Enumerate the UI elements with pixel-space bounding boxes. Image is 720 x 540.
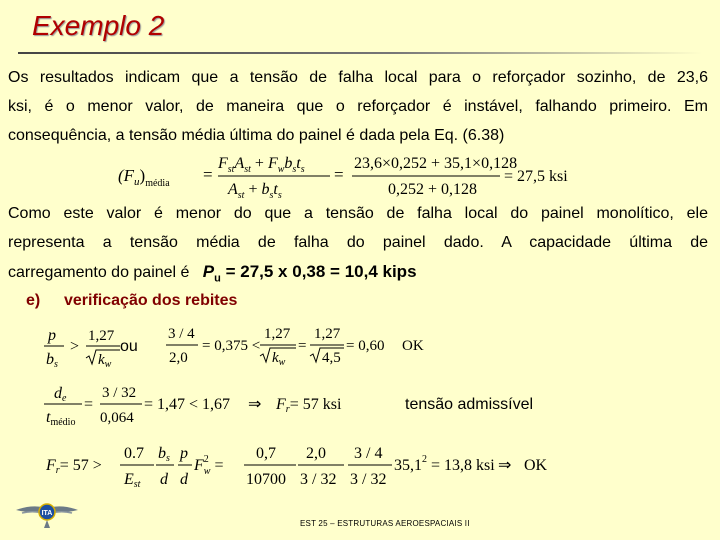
svg-text:=: = xyxy=(203,165,213,184)
svg-text:tmédio: tmédio xyxy=(46,409,76,428)
item-e-label: verificação dos rebites xyxy=(64,292,238,309)
svg-text:bs: bs xyxy=(158,445,170,464)
svg-text:35,12 = 13,8 ksi: $35,1^2 = 13,8$ ksi xyxy=(394,454,495,474)
paragraph-1 xyxy=(8,63,708,150)
footer-course-name: EST 25 – ESTRUTURAS AEROESPACIAIS II xyxy=(300,519,470,528)
svg-text:bs: bs xyxy=(46,351,58,370)
svg-text:= 0,375 <: = 0,375 < xyxy=(202,338,261,354)
svg-text:3 / 4: 3 / 4 xyxy=(354,445,383,462)
svg-text:3 / 32: 3 / 32 xyxy=(350,471,387,488)
svg-text:Fr= 57 ksi: Fr= 57 ksi xyxy=(276,396,342,415)
eq3-implies: ⇒ xyxy=(248,396,262,413)
svg-text:p: p xyxy=(180,445,188,462)
paragraph-1-line-3: consequência, a tensão média última do painel é dada pela Eq. (6.38) xyxy=(8,127,505,144)
svg-text:ITA: ITA xyxy=(41,510,53,517)
svg-text:Fr= 57 >: Fr= 57 > xyxy=(46,457,102,476)
svg-text:F2w=: $F^2$ w = xyxy=(194,454,224,477)
svg-text:= 0,60: = 0,60 xyxy=(346,338,385,354)
eq4-implies: ⇒ xyxy=(498,457,512,474)
paragraph-2 xyxy=(8,199,708,293)
eq2-ok: OK xyxy=(402,338,424,354)
svg-text:de: de xyxy=(54,385,67,404)
svg-text:2,0: 2,0 xyxy=(169,350,188,366)
paragraph-2-line-2: representa a tensão média de falha do painel dado. A capacidade última de xyxy=(8,234,708,251)
title-divider xyxy=(18,52,702,54)
svg-text:d: d xyxy=(160,471,168,488)
svg-text:10700: 10700 xyxy=(246,471,286,488)
slide-title: Exemplo 2 xyxy=(32,10,165,41)
svg-text:d: d xyxy=(180,471,188,488)
svg-text:kw: $k_w$ xyxy=(272,350,286,368)
svg-text:3 / 4: 3 / 4 xyxy=(168,326,195,342)
svg-text:>: > xyxy=(70,338,80,355)
paragraph-2-line-3: carregamento do painel é $P_u = 27,5$ x 0,38 = 10,4 kips xyxy=(8,262,417,285)
ita-logo xyxy=(14,494,80,530)
svg-text:3 / 32: 3 / 32 xyxy=(300,471,337,488)
svg-text:kw: $k_w$ xyxy=(98,352,112,370)
svg-text:0,064: 0,064 xyxy=(100,410,134,426)
eq1-denominator: $A_{st} + b_st_s$ xyxy=(228,181,282,201)
svg-text:=: = xyxy=(84,396,94,413)
paragraph-1-line-1: Os resultados indicam que a tensão de falha local para o reforçador sozinho, de 23,6 xyxy=(8,69,708,86)
svg-text:=: = xyxy=(334,165,344,184)
eq1-values-denominator: 0,252 + 0,128 xyxy=(388,181,478,198)
eq1-result: = 27,5 ksi xyxy=(504,168,568,185)
item-e-marker: e) xyxy=(26,292,41,309)
or-label: ou xyxy=(120,338,138,355)
svg-text:1,27: 1,27 xyxy=(264,326,291,342)
eq4-ok: OK xyxy=(524,457,548,474)
svg-text:= 1,47 < 1,67: = 1,47 < 1,67 xyxy=(144,396,231,413)
svg-text:4,5: 4,5 xyxy=(322,350,341,366)
eq1-lhs: (F xyxy=(118,166,135,185)
svg-text:1,27: 1,27 xyxy=(88,328,115,344)
svg-text:0,7: 0,7 xyxy=(256,445,276,462)
eq1-values-numerator: 23,6×0,252 + 35,1×0,128 xyxy=(354,155,518,172)
svg-text:1,27: 1,27 xyxy=(314,326,341,342)
equation-thickness-ratio xyxy=(42,380,402,430)
svg-text:2,0: 2,0 xyxy=(306,445,326,462)
equation-rivet-spacing xyxy=(42,322,442,370)
paragraph-1-line-2: ksi, é o menor valor, de maneira que o reforçador é instável, falhando primeiro. Em xyxy=(8,98,708,115)
allowable-stress-label: tensão admissível xyxy=(405,396,534,413)
svg-text:Est: Est xyxy=(124,471,141,490)
svg-text:3 / 32: 3 / 32 xyxy=(102,385,137,401)
equation-rivet-stress xyxy=(44,438,564,492)
eq1-numerator: $F_{st}A_{st} + F_wb_st_s$ xyxy=(218,155,305,175)
svg-text:(Fu)média: $(F_u)_{média}$ xyxy=(118,166,170,189)
svg-text:=: = xyxy=(298,338,307,354)
svg-text:0.7: 0.7 xyxy=(124,445,144,462)
paragraph-2-line-1: Como este valor é menor do que a tensão de falha local do painel monolítico, ele xyxy=(8,205,708,222)
svg-text:p: p xyxy=(48,327,56,344)
equation-average-stress xyxy=(118,150,588,200)
